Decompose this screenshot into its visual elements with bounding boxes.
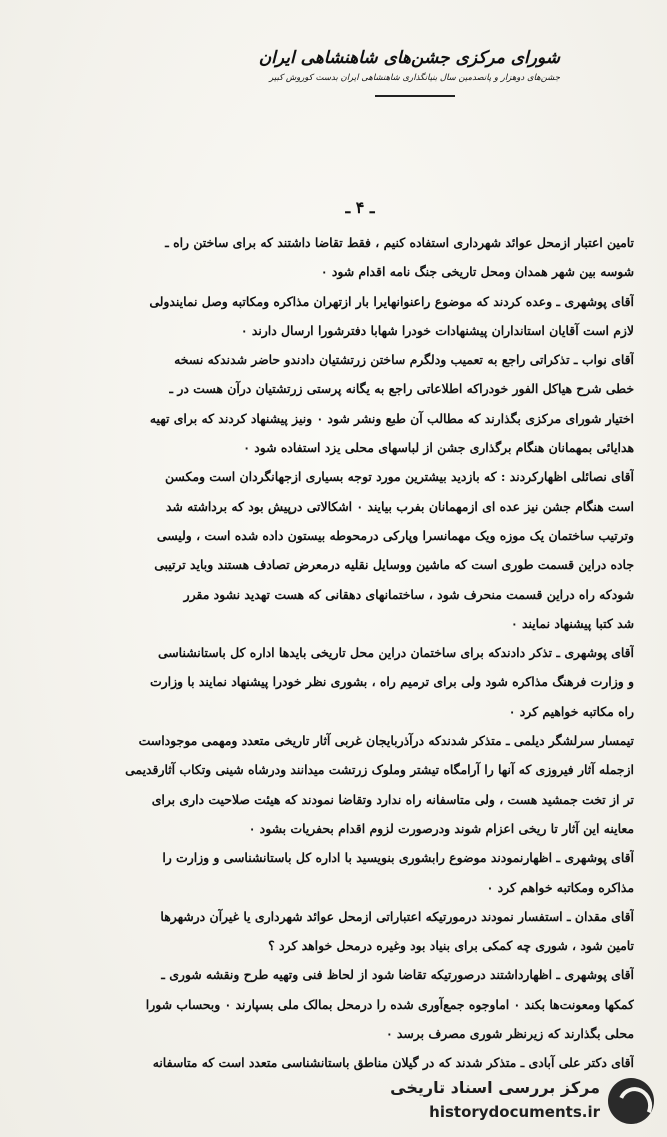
text-line: کمکها ومعونت‌ها بکند ۰ اماوجوه جمع‌آوری شده را درمحل بمالک ملی بسپارند ۰ وبحساب شورا [145, 996, 634, 1012]
text-line: محلی بگذارند که زیرنظر شوری مصرف برسد ۰ [385, 1026, 634, 1042]
text-line: هدایائی بمهمانان هنگام برگذاری جشن از لباسهای محلی یزد استفاده شود ۰ [243, 440, 634, 456]
text-line: آقای پوشهری ـ وعده کردند که موضوع راعنوانهایرا بار ازتهران مذاکره ومکاتبه وصل نمایندولی [149, 293, 634, 309]
letterhead [258, 45, 560, 97]
watermark-title: مرکز بررسی اسناد تاریخی [390, 1078, 600, 1097]
text-line: اختیار شورای مرکزی بگذارند که مطالب آن طبع ونشر شود ۰ ونیز پیشنهاد کردند که برای تهیه [149, 410, 634, 426]
text-line: معاینه این آثار تا ریخی اعزام شوند ودرصورت لزوم اقدام بحفریات بشود ۰ [248, 820, 634, 836]
text-line: آقای نصائلی اظهارکردند : که بازدید بیشترین مورد توجه بسیاری ازجهانگردان است ومکسن [164, 469, 634, 485]
text-line: خطی شرح هیاکل الفور خودراکه اطلاعاتی راجع به یگانه پرستی زرتشتیان درآن هست در ـ [169, 381, 634, 397]
text-line: وترتیب ساختمان یک موزه ویک مهمانسرا وپارکی درمحوطه بیستون داده شده است ، ولیسی [156, 527, 634, 543]
text-line: و وزارت فرهنگ مذاکره شود ولی برای ترمیم راه ، بشوری نظر خودرا پیشنهاد نمایند با وزارت [149, 674, 634, 690]
text-line: آقای نواب ـ تذکراتی راجع به تعمیب ودلگرم ساختن زرتشتیان دادندو حاضر شدندکه نسخه [174, 352, 634, 368]
letterhead-rule [375, 95, 455, 97]
text-line: آقای پوشهری ـ تذکر دادندکه برای ساختمان دراین محل تاریخی بایدها اداره کل باستانشناسی [157, 645, 634, 661]
text-line: لازم است آقایان استانداران پیشنهادات خودرا شهابا دفترشورا ارسال دارند ۰ [240, 322, 634, 338]
text-line: تیمسار سرلشگر دیلمی ـ متذکر شدندکه درآذربایجان غربی آثار تاریخی متعدد ومهمی موجوداست [138, 733, 634, 749]
text-line: آقای مقدان ـ استفسار نمودند درمورتیکه اعتباراتی ازمحل عوائد شهرداری یا غیرآن درشهرها [160, 908, 634, 924]
watermark-url: historydocuments.ir [429, 1103, 600, 1121]
text-line: شد کتبا پیشنهاد نمایند ۰ [510, 615, 634, 631]
letterhead-subtitle: جشن‌های دوهزار و پانصدمین سال بنیانگذاری شاهنشاهی ایران بدست کوروش کبیر [269, 73, 560, 83]
text-line: است هنگام جشن نیز عده ای ازمهمانان بفرب بیایند ۰ اشکالاتی درپیش بود که برداشته شد [165, 498, 634, 514]
text-line: تامین اعتبار ازمحل عوائد شهرداری استفاده کنیم ، فقط تقاضا داشتند که برای ساختن راه ـ [165, 235, 634, 250]
body-text [36, 228, 634, 1078]
text-line: جاده دراین قسمت طوری است که ماشین ووسایل نقلیه درمعرض تصادف هستند وباید ترتیبی [154, 557, 634, 573]
text-line: شودکه راه دراین قسمت منحرف شود ، ساختمانهای دهقانی که هست تهدید نشود مقرر [183, 586, 634, 602]
text-line: راه مکاتبه خواهیم کرد ۰ [508, 703, 634, 719]
text-line: آقای پوشهری ـ اظهارداشتند درصورتیکه تقاضا شود از لحاظ فنی وتهیه طرح ونقشه شوری ـ [161, 967, 634, 983]
watermark [380, 1074, 660, 1130]
archive-logo-icon [608, 1078, 654, 1124]
text-line: شوسه بین شهر همدان ومحل تاریخی جنگ نامه اقدام شود ۰ [320, 264, 634, 280]
text-line: تر از تخت جمشید هست ، ولی متاسفانه راه ندارد وتقاضا نمودند که هیئت صلاحیت داری برای [151, 791, 634, 807]
text-line: ازجمله آثار فیروزی که آنها را آرامگاه تیشتر وملوک زرتشت میدانند ودرشاه شینی وتکاب آثارقدیمی [125, 762, 634, 778]
letterhead-title: شورای مرکزی جشن‌های شاهنشاهی ایران [258, 48, 560, 68]
text-line: آقای پوشهری ـ اظهارنمودند موضوع رابشوری بنویسید با اداره کل باستانشناسی و وزارت را [162, 850, 634, 866]
text-line: تامین شود ، شوری چه کمکی برای بنیاد بود وغیره درمحل خواهد کرد ؟ [268, 938, 634, 954]
page-number: ـ ۴ ـ [345, 198, 375, 217]
text-line: مذاکره ومکاتبه خواهم کرد ۰ [486, 879, 634, 895]
text-line: آقای دکتر علی آبادی ـ متذکر شدند که در گیلان مناطق باستانشناسی متعدد است که متاسفانه [152, 1055, 634, 1071]
